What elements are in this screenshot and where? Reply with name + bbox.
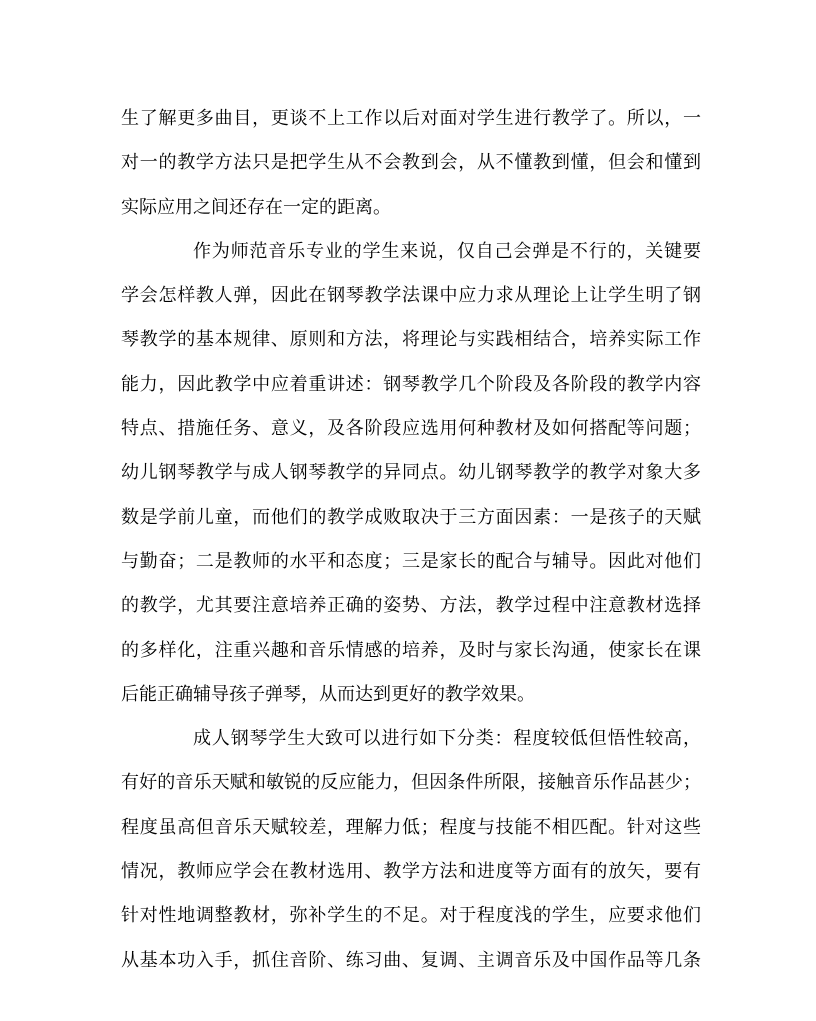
text-line: 的多样化，注重兴趣和音乐情感的培养，及时与家长沟通，使家长在课 bbox=[121, 639, 701, 661]
text-line: 特点、措施任务、意义，及各阶段应选用何种教材及如何搭配等问题； bbox=[121, 418, 701, 440]
text-line: 的教学，尤其要注意培养正确的姿势、方法，教学过程中注意教材选择 bbox=[121, 595, 701, 617]
text-line: 实际应用之间还存在一定的距离。 bbox=[121, 196, 391, 218]
text-line: 从基本功入手，抓住音阶、练习曲、复调、主调音乐及中国作品等几条 bbox=[121, 949, 701, 971]
text-line: 程度虽高但音乐天赋较差，理解力低；程度与技能不相匹配。针对这些 bbox=[121, 816, 701, 838]
text-line: 琴教学的基本规律、原则和方法，将理论与实践相结合，培养实际工作 bbox=[121, 329, 701, 351]
text-line: 后能正确辅导孩子弹琴，从而达到更好的教学效果。 bbox=[121, 683, 535, 705]
text-line: 数是学前儿童，而他们的教学成败取决于三方面因素：一是孩子的天赋 bbox=[121, 506, 701, 528]
text-line: 对一的教学方法只是把学生从不会教到会，从不懂教到懂，但会和懂到 bbox=[121, 152, 701, 174]
text-line: 能力，因此教学中应着重讲述：钢琴教学几个阶段及各阶段的教学内容 bbox=[121, 373, 701, 395]
text-line: 针对性地调整教材，弥补学生的不足。对于程度浅的学生，应要求他们 bbox=[121, 905, 701, 927]
text-line: 学会怎样教人弹，因此在钢琴教学法课中应力求从理论上让学生明了钢 bbox=[121, 285, 701, 307]
text-line: 有好的音乐天赋和敏锐的反应能力，但因条件所限，接触音乐作品甚少； bbox=[121, 772, 701, 794]
text-line: 与勤奋；二是教师的水平和态度；三是家长的配合与辅导。因此对他们 bbox=[121, 550, 701, 572]
text-line: 幼儿钢琴教学与成人钢琴教学的异同点。幼儿钢琴教学的教学对象大多 bbox=[121, 462, 701, 484]
body-text bbox=[121, 100, 701, 986]
text-line: 生了解更多曲目，更谈不上工作以后对面对学生进行教学了。所以，一 bbox=[121, 108, 701, 129]
paragraph-first-line: 作为师范音乐专业的学生来说，仅自己会弹是不行的，关键要 bbox=[193, 240, 701, 262]
text-line: 情况，教师应学会在教材选用、教学方法和进度等方面有的放矢，要有 bbox=[121, 861, 701, 883]
paragraph-first-line: 成人钢琴学生大致可以进行如下分类：程度较低但悟性较高， bbox=[193, 728, 701, 750]
